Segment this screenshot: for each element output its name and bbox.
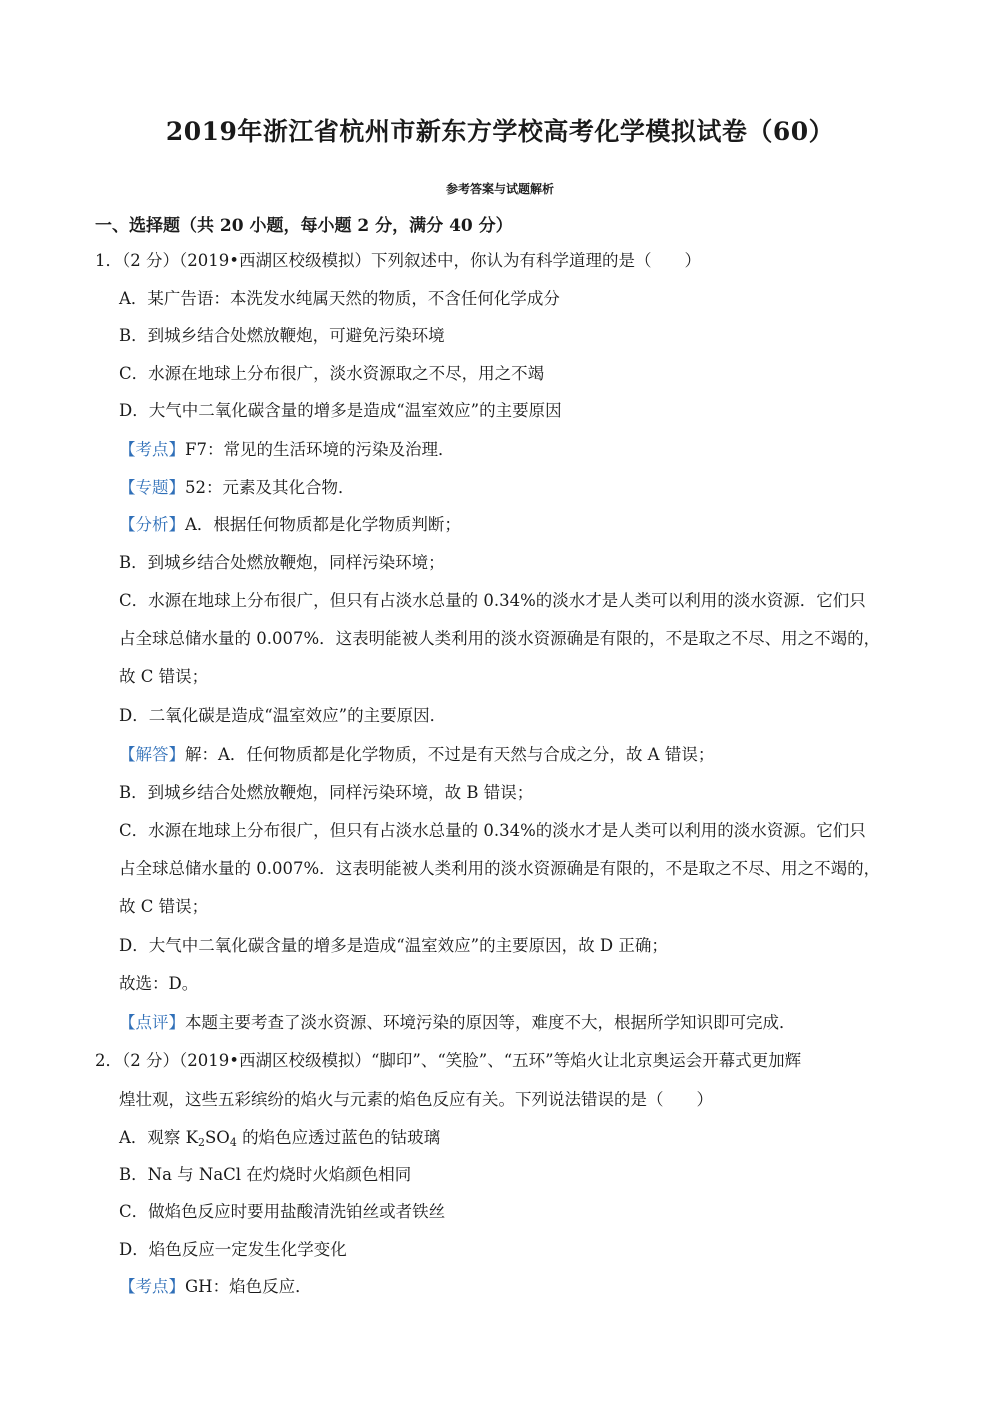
section-heading: 一、选择题（共 20 小题，每小题 2 分，满分 40 分）: [95, 216, 513, 236]
question-1-option-b: B．到城乡结合处燃放鞭炮，可避免污染环境: [119, 326, 445, 345]
question-1-stem: 1．（2 分）（2019•西湖区校级模拟）下列叙述中，你认为有科学道理的是（ ）: [95, 251, 701, 270]
analysis-line: D．二氧化碳是造成“温室效应”的主要原因．: [119, 706, 447, 725]
jieda-text: 解：A．任何物质都是化学物质，不过是有天然与合成之分，故 A 错误；: [185, 745, 715, 764]
kaodian-tag: 【考点】: [119, 440, 185, 459]
question-1-jieda: [119, 744, 714, 766]
question-2-option-b: B．Na 与 NaCl 在灼烧时火焰颜色相同: [119, 1165, 412, 1184]
question-1-option-d: D．大气中二氧化碳含量的增多是造成“温室效应”的主要原因: [119, 401, 562, 420]
fenxi-tag: 【分析】: [119, 515, 185, 534]
kaodian-text: GH：焰色反应．: [185, 1277, 312, 1296]
kaodian-tag: 【考点】: [119, 1277, 185, 1296]
fenxi-text: A．根据任何物质都是化学物质判断；: [185, 515, 461, 534]
question-1-option-a: A．某广告语：本洗发水纯属天然的物质，不含任何化学成分: [119, 289, 560, 308]
jieda-tag: 【解答】: [119, 745, 185, 764]
answer-line: B．到城乡结合处燃放鞭炮，同样污染环境，故 B 错误；: [119, 783, 534, 802]
kaodian-text: F7：常见的生活环境的污染及治理．: [185, 440, 455, 459]
question-2-kaodian: [119, 1276, 312, 1298]
question-1-kaodian: [119, 439, 454, 461]
question-1-fenxi: [119, 514, 461, 536]
question-2-option-c: C．做焰色反应时要用盐酸清洗铂丝或者铁丝: [119, 1202, 446, 1221]
question-2-stem: 2．（2 分）（2019•西湖区校级模拟）“脚印”、“笑脸”、“五环”等焰火让北京奥运会开幕式更加辉: [95, 1051, 802, 1070]
analysis-line: B．到城乡结合处燃放鞭炮，同样污染环境；: [119, 553, 445, 572]
question-2-option-a: A．观察 $K_2SO_4$ 的焰色应透过蓝色的钴玻璃: [119, 1128, 441, 1149]
question-1-option-c: C．水源在地球上分布很广，淡水资源取之不尽，用之不竭: [119, 364, 545, 383]
analysis-line: 占全球总储水量的 0.007%．这表明能被人类利用的淡水资源确是有限的，不是取之不尽、用之不竭的，: [119, 629, 881, 648]
question-1-zhuanti: [119, 477, 355, 499]
question-2-stem-continued: 煌壮观，这些五彩缤纷的焰火与元素的焰色反应有关。下列说法错误的是（ ）: [119, 1090, 713, 1109]
question-1-dianping: [119, 1012, 796, 1034]
analysis-line: C．水源在地球上分布很广，但只有占淡水总量的 0.34%的淡水才是人类可以利用的淡水资源．它们只: [119, 591, 866, 610]
answer-line: 故选：D。: [119, 974, 199, 993]
zhuanti-text: 52：元素及其化合物．: [185, 478, 355, 497]
answer-line: 占全球总储水量的 0.007%．这表明能被人类利用的淡水资源确是有限的，不是取之不尽、用之不竭的，: [119, 859, 881, 878]
answer-line: D．大气中二氧化碳含量的增多是造成“温室效应”的主要原因，故 D 正确；: [119, 936, 668, 955]
page-title: 2019年浙江省杭州市新东方学校高考化学模拟试卷（60）: [165, 117, 835, 146]
dianping-tag: 【点评】: [119, 1013, 185, 1032]
answer-line: 故 C 错误；: [119, 897, 209, 916]
zhuanti-tag: 【专题】: [119, 478, 185, 497]
page-subtitle: 参考答案与试题解析: [445, 182, 554, 196]
analysis-line: 故 C 错误；: [119, 667, 209, 686]
answer-line: C．水源在地球上分布很广，但只有占淡水总量的 0.34%的淡水才是人类可以利用的淡水资源。它们只: [119, 821, 866, 840]
question-2-option-d: D．焰色反应一定发生化学变化: [119, 1240, 347, 1259]
dianping-text: 本题主要考查了淡水资源、环境污染的原因等，难度不大，根据所学知识即可完成．: [185, 1013, 796, 1032]
